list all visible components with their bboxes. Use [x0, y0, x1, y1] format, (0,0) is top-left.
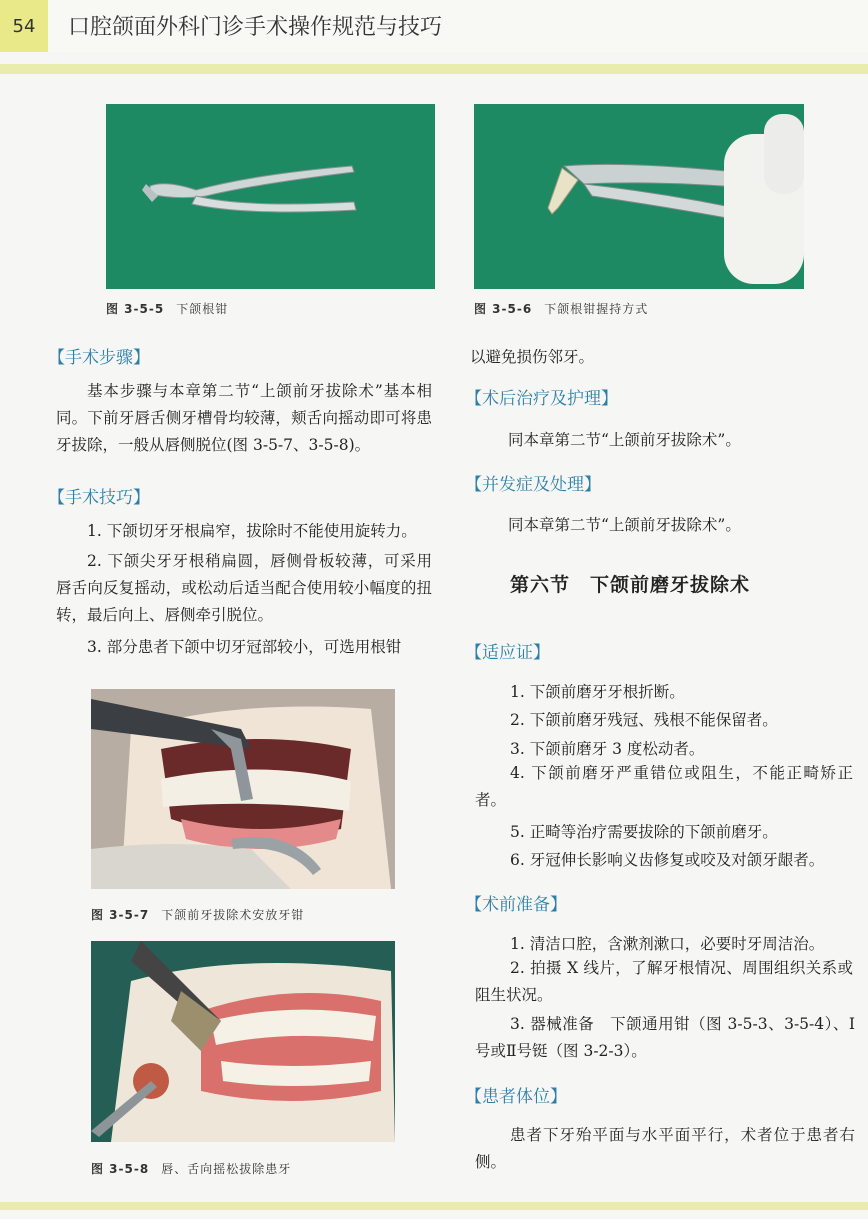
section-heading-surgical-steps: 【手术步骤】: [48, 348, 150, 368]
indication-item: 5. 正畸等治疗需要拔除的下颌前磨牙。: [510, 823, 778, 841]
figure-3-5-7-caption: [91, 906, 304, 923]
figure-3-5-6-caption: [474, 300, 648, 317]
figure-3-5-7-image: [91, 689, 395, 889]
figure-3-5-5-image: [106, 104, 435, 289]
section-heading-surgical-tips: 【手术技巧】: [48, 488, 150, 508]
mouth-forceps-image: [91, 689, 395, 889]
postoperative-care-text: 同本章第二节“上颌前牙拔除术”。: [508, 431, 741, 449]
indication-item: 1. 下颌前磨牙牙根折断。: [510, 683, 685, 701]
book-title: 口腔颌面外科门诊手术操作规范与技巧: [68, 15, 443, 40]
page-number: 54: [0, 0, 48, 52]
forceps-image: [106, 104, 435, 289]
preparation-item-2: 2. 拍摄 X 线片，了解牙根情况、周围组织关系或阻生状况。: [475, 959, 853, 1004]
section-six-title: 第六节 下颌前磨牙拔除术: [510, 574, 751, 596]
footer-band: [0, 1202, 868, 1210]
indication-item: 4. 下颌前磨牙严重错位或阻生，不能正畸矫正者。: [475, 764, 853, 809]
section-heading-indications: 【适应证】: [465, 643, 550, 663]
indication-item: 6. 牙冠伸长影响义齿修复或咬及对颌牙龈者。: [510, 851, 825, 869]
figure-3-5-6-image: [474, 104, 804, 289]
continued-text: 以避免损伤邻牙。: [470, 348, 595, 366]
mouth-rocking-image: [91, 941, 395, 1142]
section-heading-preoperative-preparation: 【术前准备】: [465, 895, 567, 915]
figure-3-5-5-caption: [106, 300, 228, 317]
figure-number: 图 3-5-7: [91, 908, 150, 922]
figure-number: 图 3-5-5: [106, 302, 165, 316]
figure-caption-text: 下颌根钳: [176, 302, 229, 316]
header-band: [0, 64, 868, 74]
preparation-item-3: 3. 器械准备 下颌通用钳（图 3-5-3、3-5-4）、Ⅰ号或Ⅱ号铤（图 3-2-3）。: [475, 1015, 855, 1060]
section-heading-complications: 【并发症及处理】: [465, 475, 601, 495]
figure-caption-text: 下颌前牙拔除术安放牙钳: [161, 908, 305, 922]
indication-item: 2. 下颌前磨牙残冠、残根不能保留者。: [510, 711, 778, 729]
figure-number: 图 3-5-8: [91, 1162, 150, 1176]
figure-caption-text: 下颌根钳握持方式: [544, 302, 649, 316]
figure-3-5-8-image: [91, 941, 395, 1142]
indication-item: 3. 下颌前磨牙 3 度松动者。: [510, 740, 705, 758]
page-header: [0, 0, 868, 52]
forceps-grip-image: [474, 104, 804, 289]
tip-1: 1. 下颌切牙牙根扁窄，拔除时不能使用旋转力。: [87, 522, 417, 540]
figure-3-5-8-caption: [91, 1160, 291, 1177]
complications-text: 同本章第二节“上颌前牙拔除术”。: [508, 516, 741, 534]
section-heading-postoperative-care: 【术后治疗及护理】: [465, 389, 618, 409]
preparation-item-1: 1. 清洁口腔，含漱剂漱口，必要时牙周洁治。: [510, 935, 825, 953]
surgical-steps-paragraph: 基本步骤与本章第二节“上颌前牙拔除术”基本相同。下前牙唇舌侧牙槽骨均较薄，颊舌向摇动即可将患牙拔除，一般从唇侧脱位(图 3-5-7、3-5-8)。: [56, 382, 432, 454]
tip-3: 3. 部分患者下颌中切牙冠部较小，可选用根钳: [87, 638, 402, 656]
patient-position-text: 患者下牙殆平面与水平面平行，术者位于患者右侧。: [475, 1126, 855, 1171]
section-heading-patient-position: 【患者体位】: [465, 1087, 567, 1107]
figure-number: 图 3-5-6: [474, 302, 533, 316]
tip-2: 2. 下颌尖牙牙根稍扁圆，唇侧骨板较薄，可采用唇舌向反复摇动，或松动后适当配合使用较小幅度的扭转，最后向上、唇侧牵引脱位。: [56, 552, 432, 624]
figure-caption-text: 唇、舌向摇松拔除患牙: [161, 1162, 292, 1176]
